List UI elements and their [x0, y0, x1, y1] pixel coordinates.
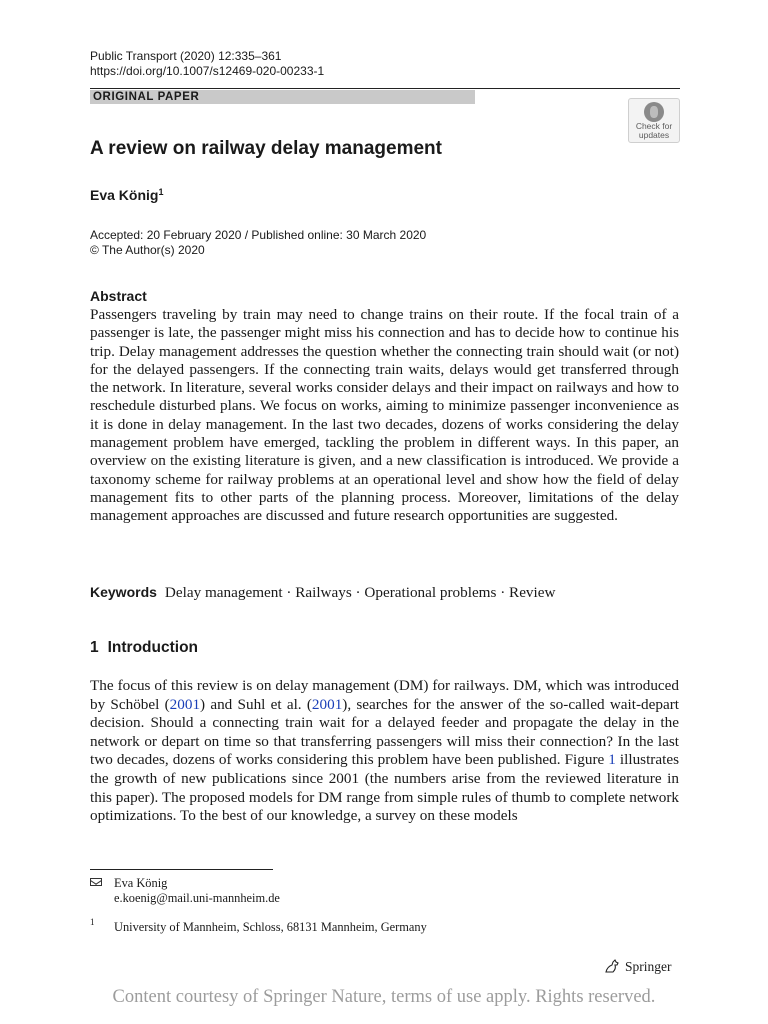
footnote-rule: [90, 869, 273, 870]
author-line: [90, 187, 163, 203]
article-type-band: [90, 90, 475, 104]
publisher-name: Springer: [625, 959, 672, 974]
author-affiliation-mark: 1: [158, 187, 164, 197]
introduction-paragraph: The focus of this review is on delay management (DM) for railways. DM, which was introduced by Schöbel (2001) and Suhl et al. (2001), searches for the answer of the so-called wait-depart decision. Should a connecting train wait for a delayed feeder and propagate the delay in the network or depart on time so that transferring passengers will miss their connection? In the last two decades, dozens of works considering this problem have been published. Figure 1 illustrates the growth of new publications since 2001 (the numbers arise from the reviewed literature in this paper). The proposed models for DM range from simple rules of thumb to complete network optimizations. To the best of our knowledge, a survey on these models: [90, 677, 679, 825]
springer-horse-icon: [604, 959, 620, 973]
envelope-icon: [90, 878, 102, 886]
journal-citation: Public Transport (2020) 12:335–361: [90, 49, 282, 63]
section-heading: [90, 639, 198, 657]
keywords-label: Keywords: [90, 584, 157, 600]
accepted-published-dates: Accepted: 20 February 2020 / Published online: 30 March 2020: [90, 228, 427, 242]
journal-header: [90, 49, 324, 79]
citation-link[interactable]: 2001: [169, 695, 201, 713]
figure-link[interactable]: 1: [608, 751, 616, 769]
section-title: Introduction: [107, 639, 199, 656]
affiliation-mark: 1: [90, 917, 95, 927]
publisher-logo: [604, 959, 672, 975]
doi-link[interactable]: https://doi.org/10.1007/s12469-020-00233-1: [90, 64, 325, 78]
abstract-heading: Abstract: [90, 288, 147, 304]
abstract-text: Passengers traveling by train may need to change trains on their route. If the focal train of a passenger is late, the passenger might miss his connection and has to decide how to continue his trip. Delay management addresses the question whether the connecting train should wait (or not) for the delayed passengers. If the connecting train waits, delays would get transferred through the network. In literature, several works consider delays and their impact on railways and how to reschedule disturbed plans. We focus on works, aiming to minimize passenger inconvenience as it is done in delay management. In the last two decades, dozens of works considering the delay management problem have emerged, tackling the problem in different ways. In this paper, an overview on the existing literature is given, and a new classification is introduced. We provide a taxonomy scheme for railway problems at an operational level and show how the field of delay management fits to other parts of the planning process. Moreover, limitations of the delay management approaches are discussed and future research opportunities are suggested.: [90, 306, 679, 525]
contact-email[interactable]: e.koenig@mail.uni-mannheim.de: [114, 891, 280, 905]
copyright-line: © The Author(s) 2020: [90, 242, 205, 257]
section-number: 1: [90, 639, 99, 656]
check-updates-label: Check for updates: [635, 121, 673, 140]
check-for-updates-badge[interactable]: [628, 98, 680, 143]
article-type-label: ORIGINAL PAPER: [93, 91, 200, 103]
courtesy-notice: Content courtesy of Springer Nature, terms of use apply. Rights reserved.: [112, 987, 656, 1007]
affiliation-text: University of Mannheim, Schloss, 68131 Mannheim, Germany: [114, 920, 427, 934]
paper-title: A review on railway delay management: [90, 138, 442, 159]
header-rule: [90, 88, 680, 89]
citation-link[interactable]: 2001: [311, 695, 343, 713]
keywords-line: [90, 584, 690, 602]
publication-dates: [90, 228, 426, 257]
author-name: Eva König: [90, 187, 159, 203]
contact-name: Eva König: [114, 876, 168, 890]
keywords-list: Delay management · Railways · Operational problems · Review: [164, 584, 556, 601]
check-updates-icon: [644, 102, 664, 122]
